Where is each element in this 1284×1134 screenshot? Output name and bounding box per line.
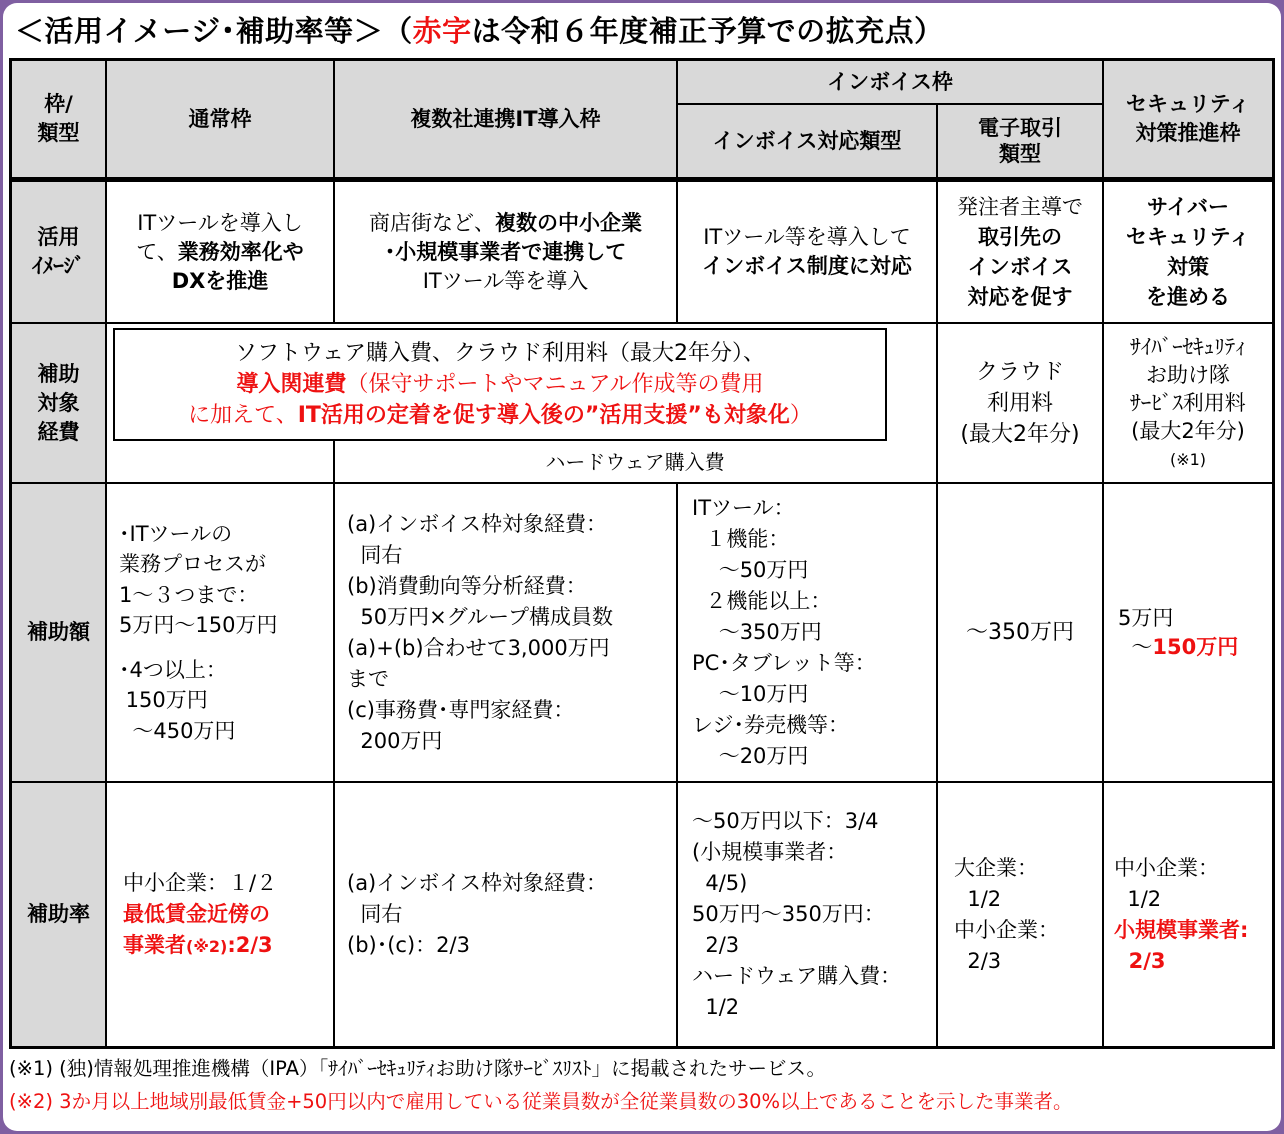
header-e-trade-type: 電子取引 類型 <box>978 116 1062 166</box>
usage-invoice-cell <box>678 182 936 322</box>
rate-multi-cell <box>335 783 676 1046</box>
amount-multi-line: (a)+(b)合わせて3,000万円 <box>347 635 610 660</box>
usage-multi-cell <box>335 182 676 322</box>
amount-normal-cell <box>107 484 333 781</box>
rate-multi-line: (a)インボイス枠対象経費： <box>347 871 608 895</box>
amount-normal-line: ～450万円 <box>119 718 236 743</box>
usage-normal-cell <box>107 182 333 322</box>
usage-e-trade-line: 対応を促す <box>967 285 1073 309</box>
rate-e-trade-line: 大企業： <box>954 855 1038 880</box>
footnote-1: (※1) (独)情報処理推進機構（IPA）「ｻｲﾊﾞｰｾｷｭﾘﾃｨお助け隊ｻｰﾋﾞｽﾘｽﾄ」に掲載されたサービス。 <box>9 1057 827 1080</box>
expense-e-trade: クラウド 利用料 (最大2年分) <box>960 359 1080 447</box>
amount-multi-line: まで <box>347 666 389 691</box>
rate-invoice-line: ハードウェア購入費： <box>692 964 902 988</box>
usage-normal-line: ITツールを導入し <box>137 210 303 235</box>
usage-normal-line: て、業務効率化や <box>136 239 304 264</box>
rate-security-cell: 中小企業： 1/2 小規模事業者: 2/3 <box>1114 855 1249 973</box>
expense-security-cell <box>1104 324 1272 482</box>
amount-invoice-cell <box>678 484 936 781</box>
rate-e-trade-line: 1/2 <box>954 886 1002 911</box>
amount-invoice-line: レジ･券売機等： <box>692 713 849 737</box>
expense-hardware: ハードウェア購入費 <box>545 449 725 474</box>
header-normal-frame: 通常枠 <box>188 106 252 131</box>
rate-invoice-line: 50万円～350万円： <box>692 902 885 926</box>
rate-normal-cell: 中小企業：１/２ 最低賃金近傍の 事業者(※2):2/3 <box>123 870 278 957</box>
amount-multi-line: (c)事務費･専門家経費： <box>347 697 575 722</box>
usage-security-line: サイバー <box>1146 195 1230 219</box>
amount-normal-line: 150万円 <box>119 688 208 713</box>
rate-multi-line: 同右 <box>347 902 403 926</box>
usage-security-line: を進める <box>1146 285 1230 309</box>
usage-e-trade-line: インボイス <box>967 255 1073 279</box>
usage-e-trade-line: 発注者主導で <box>957 195 1083 219</box>
header-security-frame: セキュリティ 対策推進枠 <box>1126 92 1250 145</box>
rate-invoice-line: 1/2 <box>692 995 740 1019</box>
rate-invoice-line: ～50万円以下：3/4 <box>692 809 879 833</box>
row-label-expense: 補助 対象 経費 <box>37 361 80 444</box>
header-invoice-frame: インボイス枠 <box>827 69 953 94</box>
usage-multi-line: ･小規模事業者で連携して <box>384 239 627 264</box>
rate-e-trade-cell <box>938 783 1102 1046</box>
amount-security-cell: 5万円 ～150万円 <box>1118 605 1239 659</box>
amount-invoice-line: ～350万円 <box>692 620 822 644</box>
rate-invoice-cell <box>678 783 936 1046</box>
header-frame-type: 枠/ 類型 <box>37 92 80 145</box>
usage-security-cell <box>1104 182 1272 322</box>
callout-line-1: ソフトウェア購入費、クラウド利用料（最大2年分）、 <box>234 341 766 366</box>
amount-invoice-line: ～10万円 <box>692 682 809 706</box>
page-title: ＜活用イメージ･補助率等＞（赤字は令和６年度補正予算での拡充点） <box>15 14 944 48</box>
amount-multi-line: (a)インボイス枠対象経費： <box>347 511 608 536</box>
amount-normal-line <box>119 641 126 655</box>
amount-invoice-line: ITツール： <box>692 496 795 520</box>
amount-multi-line: 同右 <box>347 542 403 567</box>
usage-invoice-line: ITツール等を導入して <box>703 225 911 249</box>
usage-security-line: セキュリティ <box>1126 225 1250 249</box>
header-invoice-type: インボイス対応類型 <box>712 128 902 153</box>
amount-invoice-line: PC･タブレット等： <box>692 651 876 675</box>
document-card <box>3 3 1281 1131</box>
amount-e-trade: ～350万円 <box>966 620 1074 645</box>
amount-multi-line: 200万円 <box>347 728 443 753</box>
usage-invoice-line: インボイス制度に対応 <box>702 254 912 278</box>
amount-multi-line: 50万円×グループ構成員数 <box>347 604 613 629</box>
expense-security: ｻｲﾊﾞｰｾｷｭﾘﾃｨ お助け隊 ｻｰﾋﾞｽ利用料 (最大2年分) <box>1130 334 1246 443</box>
rate-invoice-line: (小規模事業者： <box>692 840 848 864</box>
row-label-amount: 補助額 <box>27 620 90 644</box>
row-label-rate: 補助率 <box>27 902 90 926</box>
rate-e-trade-line: 中小企業： <box>954 917 1059 942</box>
usage-security-line: 対策 <box>1167 255 1209 279</box>
rate-e-trade-line: 2/3 <box>954 948 1002 973</box>
usage-multi-line: ITツール等を導入 <box>422 268 589 293</box>
rate-invoice-line: 2/3 <box>692 933 740 957</box>
amount-normal-line: 1～３つまで： <box>119 582 259 607</box>
amount-normal-line: 業務プロセスが <box>119 552 266 577</box>
footnote-2: (※2) 3か月以上地域別最低賃金+50円以内で雇用している従業員数が全従業員数の30%以上であることを示した事業者。 <box>9 1090 1073 1113</box>
amount-multi-cell <box>335 484 676 781</box>
usage-normal-line: DXを推進 <box>171 268 269 293</box>
header-multi-company-frame: 複数社連携IT導入枠 <box>410 106 601 131</box>
amount-normal-line: ･4つ以上： <box>119 657 227 682</box>
amount-invoice-line: １機能： <box>692 527 790 551</box>
amount-normal-line: ･ITツールの <box>119 521 233 546</box>
rate-multi-line: (b)･(c)：2/3 <box>347 933 470 957</box>
amount-invoice-line: ～50万円 <box>692 558 809 582</box>
usage-e-trade-line: 取引先の <box>978 225 1062 249</box>
expense-callout-box: ソフトウェア購入費、クラウド利用料（最大2年分）、 導入関連費（保守サポートやマニュアル作成等の費用 に加えて、IT活用の定着を促す導入後の”活用支援”も対象化） <box>113 328 887 441</box>
usage-multi-line: 商店街など、複数の中小企業 <box>369 210 642 235</box>
rate-invoice-line: 4/5) <box>692 871 748 895</box>
expense-security-note: (※1) <box>1169 449 1207 469</box>
amount-normal-line: 5万円～150万円 <box>119 613 278 638</box>
amount-invoice-line: ～20万円 <box>692 744 809 768</box>
amount-invoice-line: ２機能以上： <box>692 589 832 613</box>
usage-e-trade-cell <box>938 182 1102 322</box>
row-label-usage: 活用 ｲﾒｰｼﾞ <box>32 225 85 278</box>
amount-multi-line: (b)消費動向等分析経費： <box>347 573 587 598</box>
